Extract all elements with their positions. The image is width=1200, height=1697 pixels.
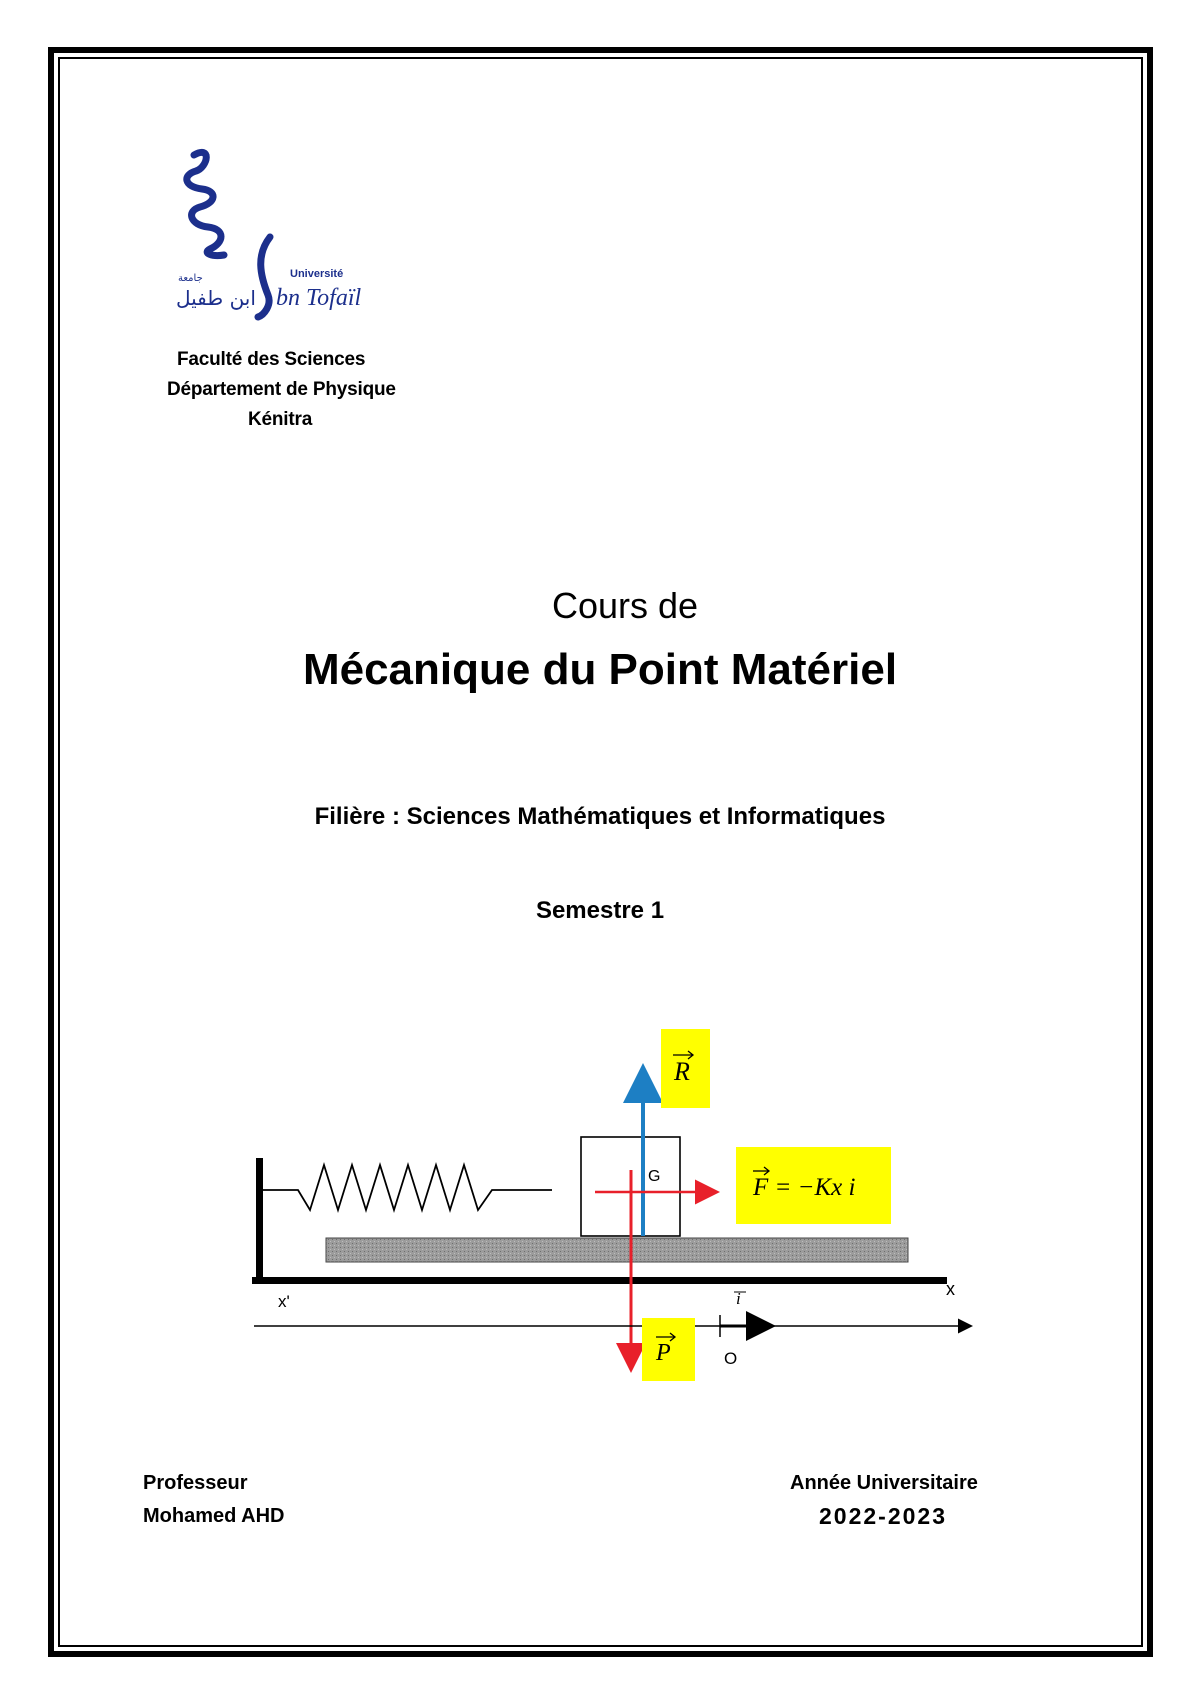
label-i: i [736, 1289, 741, 1308]
svg-text:ابن طفيل: ابن طفيل [176, 286, 256, 310]
label-x-prime: x' [278, 1292, 290, 1311]
wall [256, 1158, 263, 1280]
faculty-name: Faculté des Sciences [177, 349, 366, 370]
label-p: P [656, 1340, 671, 1366]
svg-text:جامعة: جامعة [178, 273, 203, 284]
ground-line [252, 1277, 947, 1284]
filiere: Filière : Sciences Mathématiques et Informatiques [314, 803, 886, 830]
label-x: x [946, 1279, 955, 1299]
label-g: G [648, 1168, 661, 1185]
spring-mass-diagram [240, 1015, 980, 1395]
label-o: O [724, 1349, 738, 1368]
svg-text:Université: Université [290, 268, 344, 280]
professor-label: Professeur [143, 1472, 248, 1494]
university-logo [172, 145, 402, 335]
semestre: Semestre 1 [535, 897, 665, 924]
city-name: Kénitra [248, 409, 313, 430]
label-f: F = −Kx i [753, 1174, 856, 1201]
professor-name: Mohamed AHD [143, 1505, 285, 1527]
spring [263, 1165, 552, 1210]
table-surface [326, 1238, 908, 1262]
academic-year-value: 2022-2023 [819, 1503, 947, 1529]
page-title: Mécanique du Point Matériel [302, 645, 898, 694]
department-name: Département de Physique [167, 379, 396, 400]
svg-text:bn Tofaïl: bn Tofaïl [276, 285, 362, 311]
label-r: R [674, 1057, 690, 1086]
title-prefix: Cours de [551, 585, 699, 626]
academic-year-label: Année Universitaire [790, 1472, 978, 1494]
